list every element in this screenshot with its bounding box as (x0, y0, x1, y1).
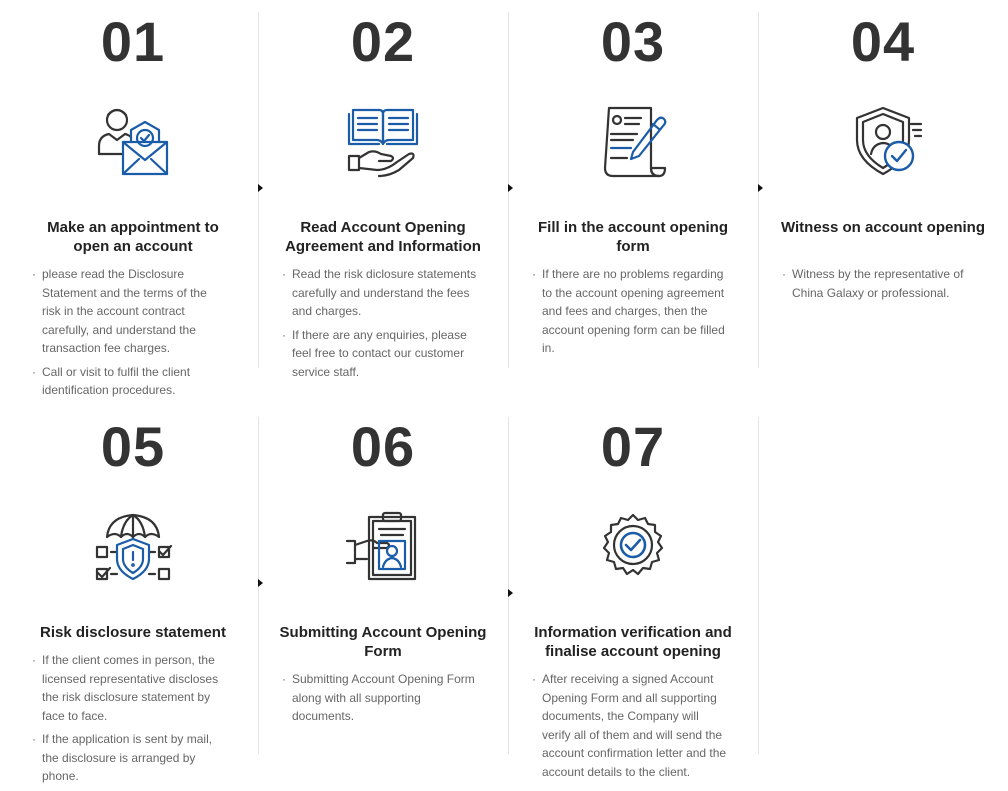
list-item: · Call or visit to fulfil the client identification procedures. (32, 363, 227, 400)
step-description-list (532, 670, 727, 786)
verified-badge-icon (593, 507, 673, 587)
step-card-01 (8, 10, 258, 397)
list-item: · Witness by the representative of China Galaxy or professional. (782, 265, 977, 302)
open-book-hand-icon (343, 102, 423, 182)
hand-clipboard-profile-icon (343, 507, 423, 587)
step-description-list (282, 670, 477, 731)
step-title: Fill in the account opening form (538, 219, 728, 255)
list-item: · If the client comes in person, the licensed representative discloses the risk disclosure statement by face to face. (32, 651, 227, 725)
step-number: 06 (350, 415, 416, 478)
step-card-07 (508, 415, 758, 779)
step-number: 04 (850, 10, 916, 73)
list-item: · If there are no problems regarding to the account opening agreement and fees and charges, then the account opening form can be filled in. (532, 265, 727, 358)
step-title: Read Account Opening Agreement and Information (285, 219, 481, 255)
umbrella-shield-checklist-icon (93, 507, 173, 587)
step-card-04 (758, 10, 1008, 368)
step-number: 02 (350, 10, 416, 73)
list-item: · After receiving a signed Account Opening Form and all supporting documents, the Company will verify all of them and will send the account confirmation letter and the account details to the client. (532, 670, 727, 781)
step-description-list (782, 265, 977, 307)
step-card-03 (508, 10, 758, 368)
list-item: · Submitting Account Opening Form along with all supporting documents. (282, 670, 477, 726)
list-item: · If there are any enquiries, please feel free to contact our customer service staff. (282, 326, 477, 382)
divider (758, 417, 759, 754)
document-pen-icon (593, 102, 673, 182)
step-number: 07 (600, 415, 666, 478)
list-item: · please read the Disclosure Statement and the terms of the risk in the account contract carefully, and understand the transaction fee charges. (32, 265, 227, 358)
step-number: 03 (600, 10, 666, 73)
step-title: Submitting Account Opening Form (279, 624, 487, 660)
step-card-02 (258, 10, 508, 379)
step-title: Information verification and finalise account opening (534, 624, 732, 660)
step-title: Risk disclosure statement (40, 624, 226, 641)
step-card-06 (258, 415, 508, 752)
person-envelope-check-icon (93, 102, 173, 182)
step-title: Witness on account opening (780, 219, 986, 236)
step-card-05 (8, 415, 258, 783)
list-item: · Read the risk diclosure statements carefully and understand the fees and charges. (282, 265, 477, 321)
step-description-list (32, 651, 227, 791)
shield-person-check-icon (843, 102, 923, 182)
step-number: 01 (100, 10, 166, 73)
step-description-list (32, 265, 227, 405)
step-number: 05 (100, 415, 166, 478)
list-item: · If the application is sent by mail, the disclosure is arranged by phone. (32, 730, 227, 786)
step-description-list (282, 265, 477, 386)
step-description-list (532, 265, 727, 363)
step-title: Make an appointment to open an account (47, 219, 219, 255)
